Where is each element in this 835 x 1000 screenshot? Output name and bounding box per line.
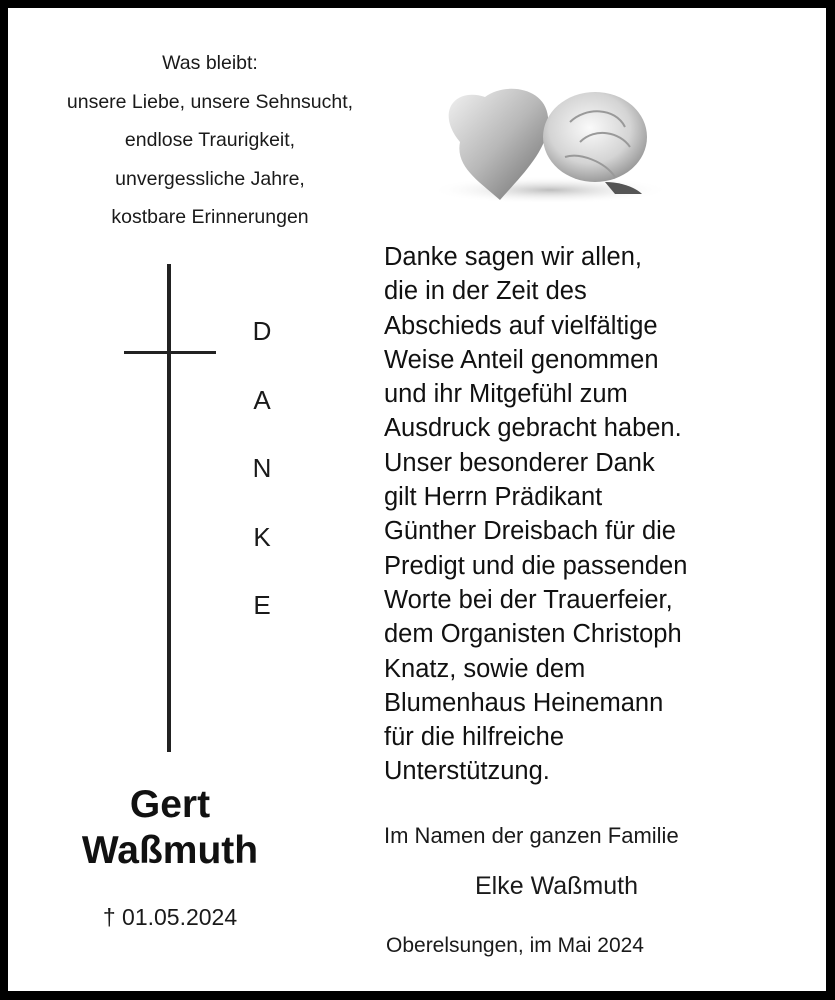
text-line: Ausdruck gebracht haben. [384, 414, 682, 443]
text-line: Unterstützung. [384, 757, 550, 786]
poem-line: Was bleibt: [162, 52, 258, 74]
danke-vertical-text [240, 313, 284, 656]
heart-and-rose-icon [430, 82, 670, 202]
signer-name: Elke Waßmuth [474, 872, 638, 900]
text-line: gilt Herrn Prädikant [384, 483, 603, 512]
text-line: Günther Dreisbach für die [384, 517, 676, 546]
text-line: Weise Anteil genommen [384, 345, 659, 374]
poem-line: unsere Liebe, unsere Sehnsucht, [66, 90, 354, 113]
text-line: die in der Zeit des [384, 277, 587, 306]
danke-letter: K [253, 521, 271, 552]
danke-letter: N [252, 453, 272, 483]
death-date: † 01.05.2024 [102, 904, 238, 930]
thank-you-text [384, 240, 824, 789]
text-line: Knatz, sowie dem [384, 654, 586, 683]
text-line: Danke sagen wir allen, [384, 243, 642, 271]
deceased-first-name: Gert [129, 783, 211, 826]
danke-letter: D [252, 316, 272, 346]
text-line: Abschieds auf vielfältige [384, 311, 658, 340]
text-line: für die hilfreiche [384, 723, 565, 752]
text-line: und ihr Mitgefühl zum [384, 380, 628, 409]
deceased-name [40, 782, 300, 874]
text-line: Unser besonderer Dank [384, 448, 655, 477]
danke-letter: A [253, 384, 271, 415]
poem-line: kostbare Erinnerungen [111, 206, 309, 228]
cross-horizontal-bar [124, 351, 216, 354]
family-line: Im Namen der ganzen Familie [384, 823, 679, 848]
text-line: Blumenhaus Heinemann [384, 688, 664, 717]
cross-vertical-bar [167, 264, 171, 752]
poem-line: unvergessliche Jahre, [115, 167, 305, 190]
poem-line: endlose Traurigkeit, [124, 129, 296, 151]
text-line: Worte bei der Trauerfeier, [384, 585, 673, 614]
text-line: dem Organisten Christoph [384, 620, 682, 649]
deceased-last-name: Waßmuth [81, 829, 259, 872]
poem [30, 44, 390, 237]
danke-letter: E [253, 590, 271, 620]
place-date: Oberelsungen, im Mai 2024 [386, 934, 644, 957]
text-line: Predigt und die passenden [384, 551, 688, 580]
